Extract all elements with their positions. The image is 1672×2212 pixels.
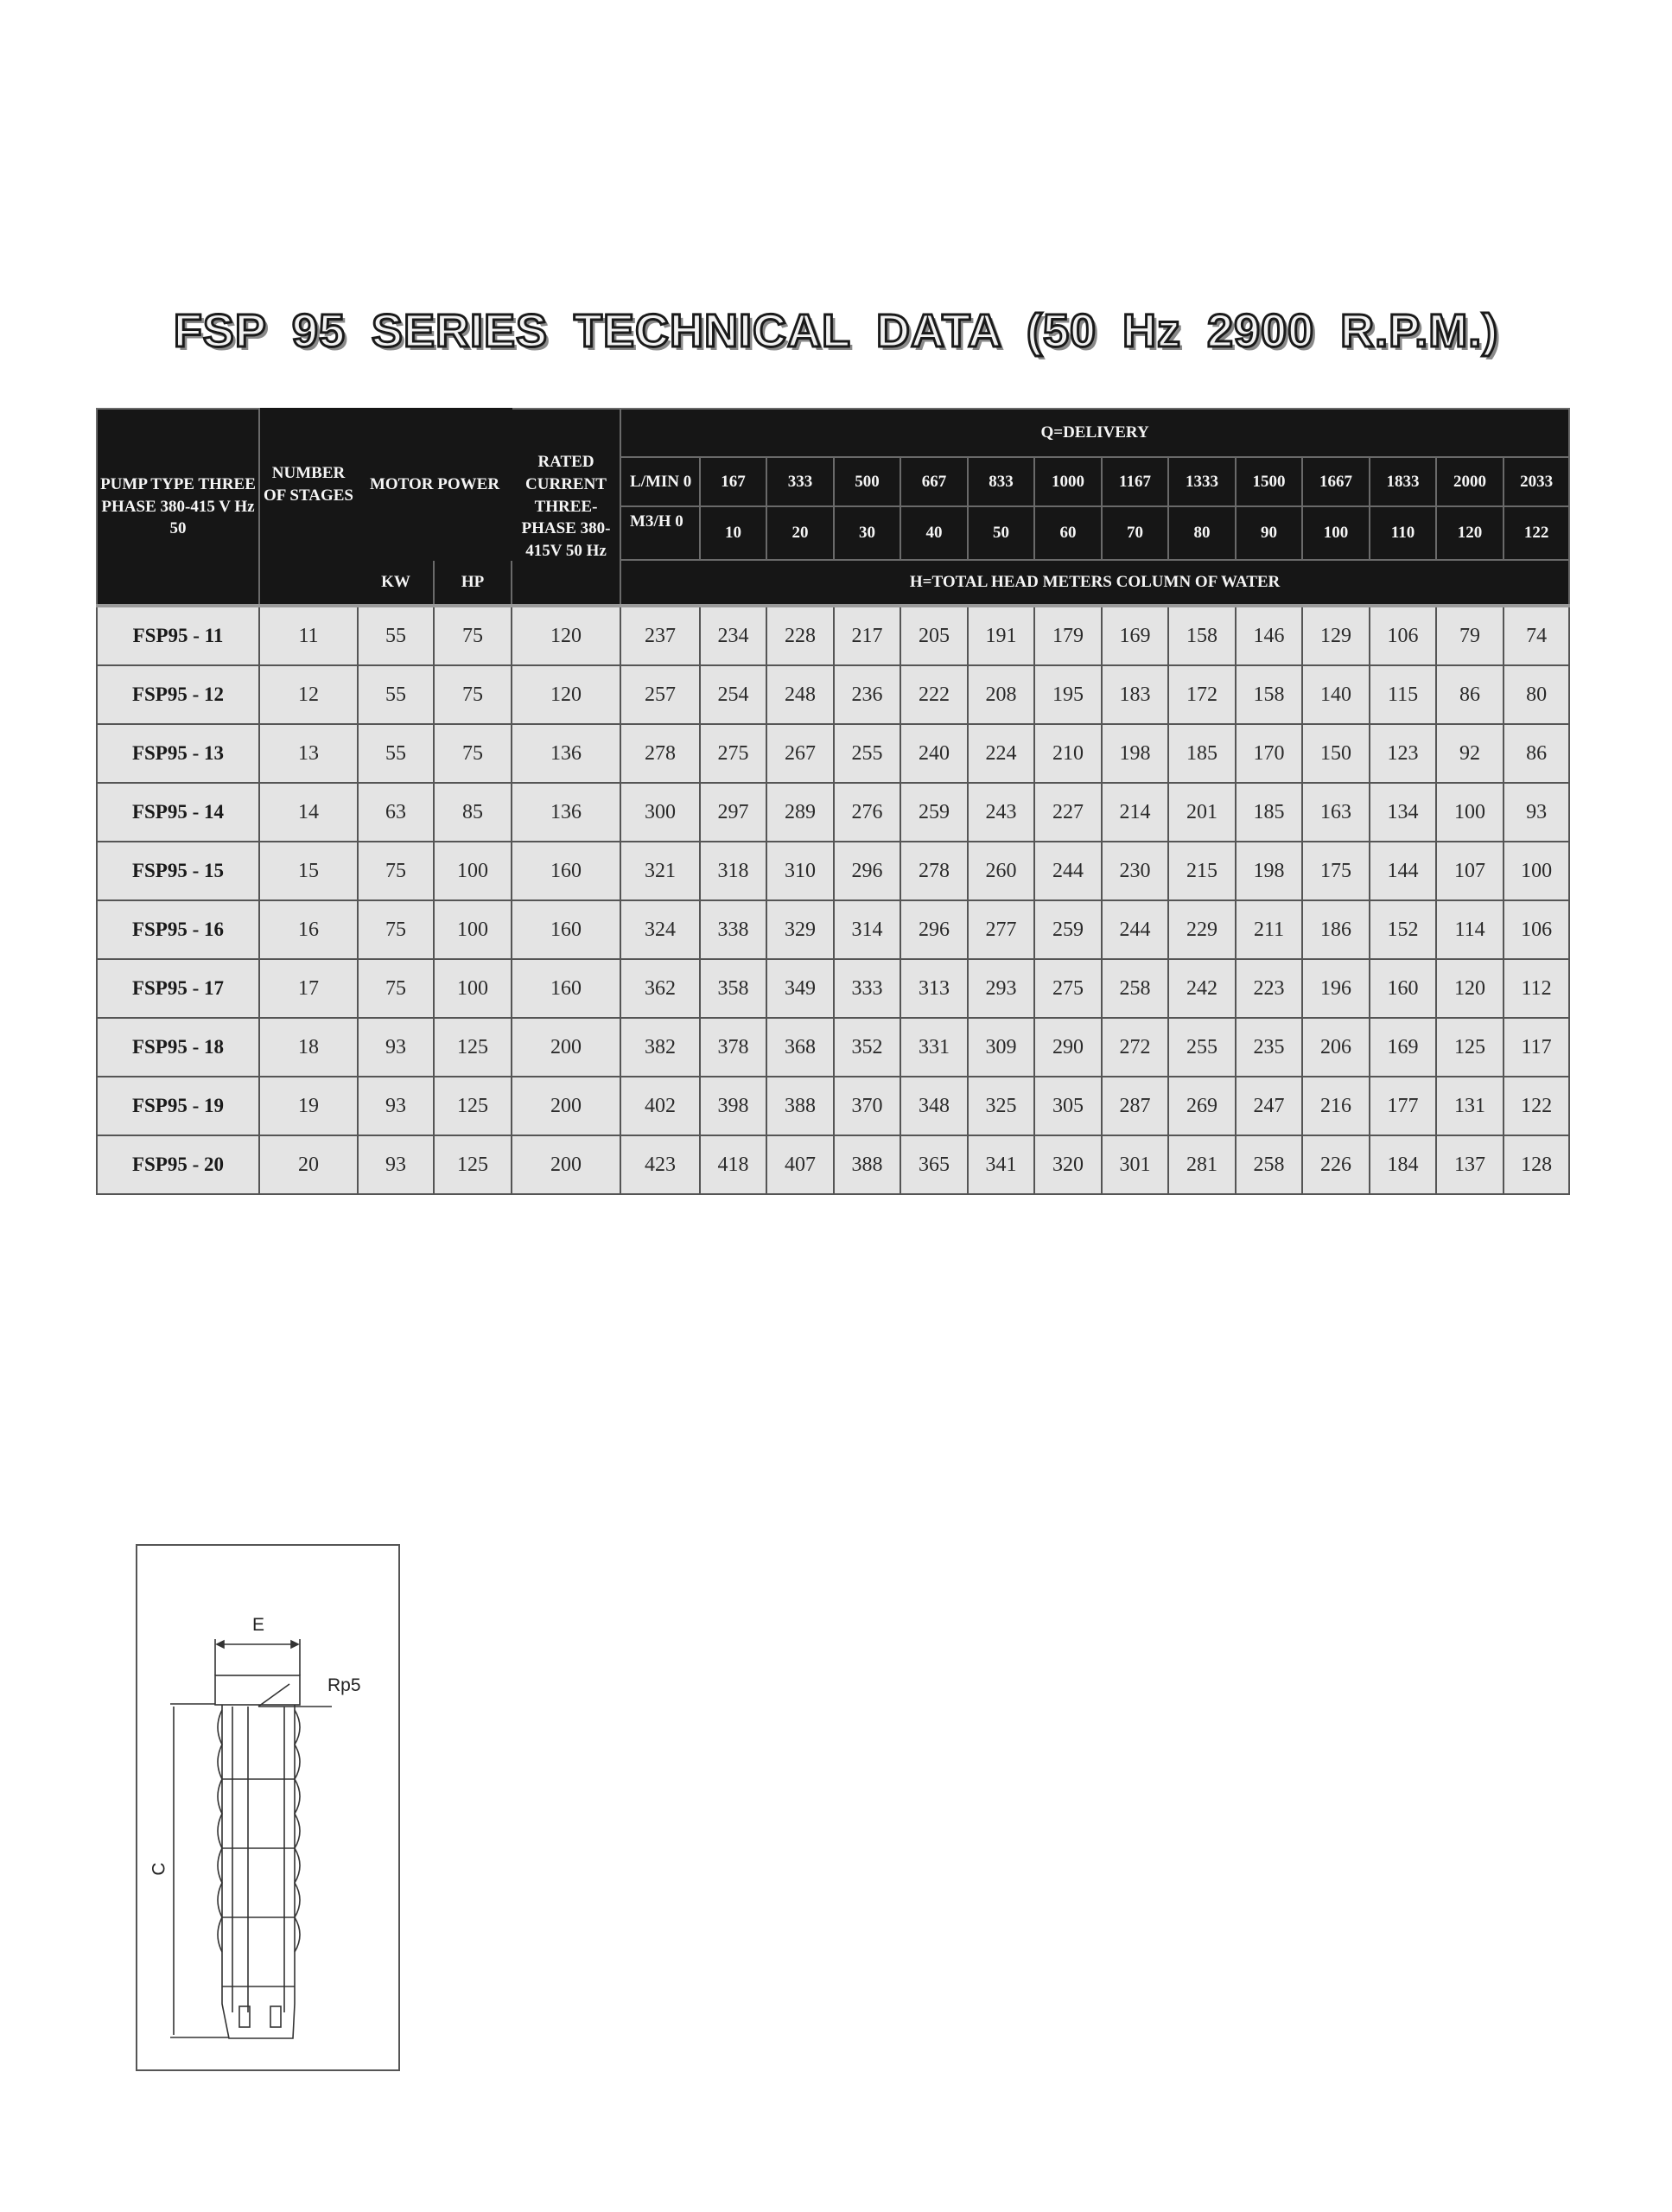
head-cell: 296 xyxy=(834,842,900,900)
head-cell: 228 xyxy=(766,606,834,665)
head-cell: 240 xyxy=(900,724,968,783)
pump-stage-bulges-right xyxy=(295,1710,300,1952)
head-cell: 272 xyxy=(1102,1018,1168,1077)
head-cell: 208 xyxy=(968,665,1034,724)
header-lmin-value: 1500 xyxy=(1236,457,1302,506)
head-cell: 234 xyxy=(700,606,766,665)
header-m3h-value: 10 xyxy=(700,506,766,560)
head-cell: 92 xyxy=(1436,724,1504,783)
header-motor-power: MOTOR POWER xyxy=(358,409,512,560)
header-delivery: Q=DELIVERY xyxy=(620,409,1569,457)
rated-current-cell: 200 xyxy=(512,1018,620,1077)
head-cell: 248 xyxy=(766,665,834,724)
head-cell: 169 xyxy=(1102,606,1168,665)
table-row xyxy=(97,724,1569,783)
head-cell: 242 xyxy=(1168,959,1236,1018)
header-m3h-value: 110 xyxy=(1370,506,1436,560)
head-cell: 201 xyxy=(1168,783,1236,842)
header-hp: HP xyxy=(434,560,512,606)
header-m3h-value: 100 xyxy=(1302,506,1370,560)
header-m3h-label: M3/H 0 xyxy=(620,506,700,560)
stages-cell: 20 xyxy=(259,1135,358,1194)
head-cell: 321 xyxy=(620,842,700,900)
head-cell: 243 xyxy=(968,783,1034,842)
head-cell: 86 xyxy=(1504,724,1569,783)
table-row xyxy=(97,783,1569,842)
page-title: FSP 95 SERIES TECHNICAL DATA (50 Hz 2900 R.P.M.) xyxy=(173,305,1499,357)
head-cell: 177 xyxy=(1370,1077,1436,1135)
hp-cell: 100 xyxy=(434,959,512,1018)
head-cell: 217 xyxy=(834,606,900,665)
head-cell: 278 xyxy=(620,724,700,783)
pump-dimension-drawing xyxy=(136,1544,400,2071)
head-cell: 214 xyxy=(1102,783,1168,842)
head-cell: 134 xyxy=(1370,783,1436,842)
head-cell: 244 xyxy=(1034,842,1102,900)
table-row xyxy=(97,842,1569,900)
head-cell: 352 xyxy=(834,1018,900,1077)
header-m3h-value: 120 xyxy=(1436,506,1504,560)
head-cell: 418 xyxy=(700,1135,766,1194)
head-cell: 348 xyxy=(900,1077,968,1135)
head-cell: 237 xyxy=(620,606,700,665)
rated-current-cell: 200 xyxy=(512,1135,620,1194)
head-cell: 402 xyxy=(620,1077,700,1135)
head-cell: 224 xyxy=(968,724,1034,783)
head-cell: 358 xyxy=(700,959,766,1018)
rated-current-cell: 120 xyxy=(512,665,620,724)
head-cell: 247 xyxy=(1236,1077,1302,1135)
head-cell: 290 xyxy=(1034,1018,1102,1077)
head-cell: 362 xyxy=(620,959,700,1018)
hp-cell: 125 xyxy=(434,1018,512,1077)
stages-cell: 12 xyxy=(259,665,358,724)
kw-cell: 75 xyxy=(358,842,434,900)
head-cell: 125 xyxy=(1436,1018,1504,1077)
head-cell: 222 xyxy=(900,665,968,724)
header-m3h-value: 40 xyxy=(900,506,968,560)
head-cell: 158 xyxy=(1168,606,1236,665)
head-cell: 259 xyxy=(900,783,968,842)
kw-cell: 93 xyxy=(358,1077,434,1135)
head-cell: 260 xyxy=(968,842,1034,900)
stages-cell: 11 xyxy=(259,606,358,665)
hp-cell: 100 xyxy=(434,842,512,900)
head-cell: 183 xyxy=(1102,665,1168,724)
header-total-head: H=TOTAL HEAD METERS COLUMN OF WATER xyxy=(620,560,1569,606)
technical-data-table xyxy=(96,408,1570,1195)
head-cell: 184 xyxy=(1370,1135,1436,1194)
hp-cell: 75 xyxy=(434,724,512,783)
head-cell: 195 xyxy=(1034,665,1102,724)
head-cell: 289 xyxy=(766,783,834,842)
header-lmin-value: 1333 xyxy=(1168,457,1236,506)
stages-cell: 15 xyxy=(259,842,358,900)
head-cell: 423 xyxy=(620,1135,700,1194)
head-cell: 349 xyxy=(766,959,834,1018)
head-cell: 158 xyxy=(1236,665,1302,724)
head-cell: 255 xyxy=(834,724,900,783)
head-cell: 160 xyxy=(1370,959,1436,1018)
pump-type-cell: FSP95 - 18 xyxy=(97,1018,259,1077)
table-row xyxy=(97,1018,1569,1077)
head-cell: 269 xyxy=(1168,1077,1236,1135)
head-cell: 341 xyxy=(968,1135,1034,1194)
head-cell: 275 xyxy=(700,724,766,783)
rated-current-cell: 136 xyxy=(512,783,620,842)
head-cell: 179 xyxy=(1034,606,1102,665)
head-cell: 191 xyxy=(968,606,1034,665)
head-cell: 324 xyxy=(620,900,700,959)
stages-cell: 19 xyxy=(259,1077,358,1135)
head-cell: 236 xyxy=(834,665,900,724)
header-lmin-value: 2033 xyxy=(1504,457,1569,506)
table-row xyxy=(97,900,1569,959)
header-lmin-value: 833 xyxy=(968,457,1034,506)
hp-cell: 85 xyxy=(434,783,512,842)
stages-cell: 18 xyxy=(259,1018,358,1077)
head-cell: 146 xyxy=(1236,606,1302,665)
head-cell: 370 xyxy=(834,1077,900,1135)
head-cell: 223 xyxy=(1236,959,1302,1018)
pump-type-cell: FSP95 - 14 xyxy=(97,783,259,842)
header-lmin-value: 167 xyxy=(700,457,766,506)
pump-type-cell: FSP95 - 12 xyxy=(97,665,259,724)
head-cell: 365 xyxy=(900,1135,968,1194)
pump-type-cell: FSP95 - 16 xyxy=(97,900,259,959)
header-lmin-value: 1667 xyxy=(1302,457,1370,506)
header-rated-current: RATED CURRENT THREE-PHASE 380-415V 50 Hz xyxy=(512,409,620,606)
head-cell: 305 xyxy=(1034,1077,1102,1135)
dim-e-arrow-left xyxy=(217,1641,224,1648)
head-cell: 296 xyxy=(900,900,968,959)
head-cell: 131 xyxy=(1436,1077,1504,1135)
head-cell: 211 xyxy=(1236,900,1302,959)
table-row xyxy=(97,1135,1569,1194)
pump-type-cell: FSP95 - 20 xyxy=(97,1135,259,1194)
head-cell: 338 xyxy=(700,900,766,959)
hp-cell: 75 xyxy=(434,606,512,665)
stages-cell: 14 xyxy=(259,783,358,842)
head-cell: 318 xyxy=(700,842,766,900)
head-cell: 407 xyxy=(766,1135,834,1194)
head-cell: 185 xyxy=(1168,724,1236,783)
head-cell: 258 xyxy=(1236,1135,1302,1194)
head-cell: 320 xyxy=(1034,1135,1102,1194)
hp-cell: 100 xyxy=(434,900,512,959)
rated-current-cell: 120 xyxy=(512,606,620,665)
stages-cell: 17 xyxy=(259,959,358,1018)
head-cell: 107 xyxy=(1436,842,1504,900)
kw-cell: 55 xyxy=(358,606,434,665)
head-cell: 255 xyxy=(1168,1018,1236,1077)
table-row xyxy=(97,665,1569,724)
rp-leader-diagonal xyxy=(258,1684,289,1707)
pump-head xyxy=(215,1675,300,1705)
head-cell: 227 xyxy=(1034,783,1102,842)
hp-cell: 125 xyxy=(434,1077,512,1135)
head-cell: 331 xyxy=(900,1018,968,1077)
header-m3h-value: 50 xyxy=(968,506,1034,560)
head-cell: 172 xyxy=(1168,665,1236,724)
header-m3h-value: 90 xyxy=(1236,506,1302,560)
pump-type-cell: FSP95 - 13 xyxy=(97,724,259,783)
head-cell: 128 xyxy=(1504,1135,1569,1194)
header-m3h-value: 70 xyxy=(1102,506,1168,560)
head-cell: 278 xyxy=(900,842,968,900)
head-cell: 137 xyxy=(1436,1135,1504,1194)
rated-current-cell: 160 xyxy=(512,900,620,959)
head-cell: 259 xyxy=(1034,900,1102,959)
head-cell: 114 xyxy=(1436,900,1504,959)
head-cell: 169 xyxy=(1370,1018,1436,1077)
head-cell: 86 xyxy=(1436,665,1504,724)
head-cell: 216 xyxy=(1302,1077,1370,1135)
head-cell: 129 xyxy=(1302,606,1370,665)
table-row xyxy=(97,959,1569,1018)
head-cell: 329 xyxy=(766,900,834,959)
head-cell: 198 xyxy=(1236,842,1302,900)
head-cell: 310 xyxy=(766,842,834,900)
kw-cell: 75 xyxy=(358,900,434,959)
header-m3h-value: 20 xyxy=(766,506,834,560)
header-m3h-value: 60 xyxy=(1034,506,1102,560)
header-kw: KW xyxy=(358,560,434,606)
head-cell: 230 xyxy=(1102,842,1168,900)
head-cell: 257 xyxy=(620,665,700,724)
pump-type-cell: FSP95 - 11 xyxy=(97,606,259,665)
head-cell: 123 xyxy=(1370,724,1436,783)
head-cell: 150 xyxy=(1302,724,1370,783)
head-cell: 297 xyxy=(700,783,766,842)
inlet-slot-right xyxy=(270,2006,281,2027)
kw-cell: 63 xyxy=(358,783,434,842)
head-cell: 100 xyxy=(1504,842,1569,900)
header-m3h-value: 122 xyxy=(1504,506,1569,560)
kw-cell: 93 xyxy=(358,1018,434,1077)
head-cell: 293 xyxy=(968,959,1034,1018)
head-cell: 258 xyxy=(1102,959,1168,1018)
pump-type-cell: FSP95 - 15 xyxy=(97,842,259,900)
head-cell: 314 xyxy=(834,900,900,959)
dim-e-label: E xyxy=(252,1615,265,1635)
head-cell: 144 xyxy=(1370,842,1436,900)
dim-c-label: C xyxy=(149,1862,169,1876)
head-cell: 229 xyxy=(1168,900,1236,959)
header-lmin-value: 1000 xyxy=(1034,457,1102,506)
stages-cell: 16 xyxy=(259,900,358,959)
header-m3h-value: 30 xyxy=(834,506,900,560)
head-cell: 196 xyxy=(1302,959,1370,1018)
rated-current-cell: 160 xyxy=(512,842,620,900)
head-cell: 275 xyxy=(1034,959,1102,1018)
head-cell: 313 xyxy=(900,959,968,1018)
head-cell: 287 xyxy=(1102,1077,1168,1135)
head-cell: 185 xyxy=(1236,783,1302,842)
head-cell: 300 xyxy=(620,783,700,842)
rated-current-cell: 136 xyxy=(512,724,620,783)
head-cell: 309 xyxy=(968,1018,1034,1077)
rated-current-cell: 160 xyxy=(512,959,620,1018)
head-cell: 205 xyxy=(900,606,968,665)
header-stages: NUMBER OF STAGES xyxy=(259,409,358,560)
head-cell: 254 xyxy=(700,665,766,724)
head-cell: 276 xyxy=(834,783,900,842)
head-cell: 152 xyxy=(1370,900,1436,959)
head-cell: 100 xyxy=(1436,783,1504,842)
hp-cell: 125 xyxy=(434,1135,512,1194)
head-cell: 120 xyxy=(1436,959,1504,1018)
head-cell: 198 xyxy=(1102,724,1168,783)
kw-cell: 93 xyxy=(358,1135,434,1194)
dim-e-arrow-right xyxy=(291,1641,298,1648)
table-row xyxy=(97,606,1569,665)
head-cell: 106 xyxy=(1370,606,1436,665)
header-m3h-value: 80 xyxy=(1168,506,1236,560)
pump-type-cell: FSP95 - 19 xyxy=(97,1077,259,1135)
head-cell: 281 xyxy=(1168,1135,1236,1194)
kw-cell: 75 xyxy=(358,959,434,1018)
table-row xyxy=(97,1077,1569,1135)
head-cell: 117 xyxy=(1504,1018,1569,1077)
head-cell: 112 xyxy=(1504,959,1569,1018)
header-lmin-value: 1167 xyxy=(1102,457,1168,506)
header-lmin-label: L/MIN 0 xyxy=(620,457,700,506)
head-cell: 163 xyxy=(1302,783,1370,842)
hp-cell: 75 xyxy=(434,665,512,724)
head-cell: 226 xyxy=(1302,1135,1370,1194)
header-lmin-value: 2000 xyxy=(1436,457,1504,506)
header-lmin-value: 1833 xyxy=(1370,457,1436,506)
header-lmin-value: 500 xyxy=(834,457,900,506)
head-cell: 210 xyxy=(1034,724,1102,783)
head-cell: 368 xyxy=(766,1018,834,1077)
head-cell: 80 xyxy=(1504,665,1569,724)
head-cell: 93 xyxy=(1504,783,1569,842)
header-stages-blank xyxy=(259,560,358,606)
head-cell: 215 xyxy=(1168,842,1236,900)
head-cell: 398 xyxy=(700,1077,766,1135)
header-pump-type: PUMP TYPE THREE PHASE 380-415 V Hz 50 xyxy=(97,409,259,606)
dim-rp-label: Rp5 xyxy=(327,1675,361,1695)
head-cell: 382 xyxy=(620,1018,700,1077)
head-cell: 106 xyxy=(1504,900,1569,959)
head-cell: 277 xyxy=(968,900,1034,959)
head-cell: 140 xyxy=(1302,665,1370,724)
head-cell: 175 xyxy=(1302,842,1370,900)
table-body xyxy=(97,606,1569,1194)
head-cell: 206 xyxy=(1302,1018,1370,1077)
head-cell: 301 xyxy=(1102,1135,1168,1194)
head-cell: 122 xyxy=(1504,1077,1569,1135)
head-cell: 235 xyxy=(1236,1018,1302,1077)
header-lmin-value: 333 xyxy=(766,457,834,506)
rated-current-cell: 200 xyxy=(512,1077,620,1135)
stages-cell: 13 xyxy=(259,724,358,783)
head-cell: 244 xyxy=(1102,900,1168,959)
head-cell: 186 xyxy=(1302,900,1370,959)
pump-type-cell: FSP95 - 17 xyxy=(97,959,259,1018)
head-cell: 388 xyxy=(834,1135,900,1194)
head-cell: 79 xyxy=(1436,606,1504,665)
head-cell: 378 xyxy=(700,1018,766,1077)
kw-cell: 55 xyxy=(358,665,434,724)
header-lmin-value: 667 xyxy=(900,457,968,506)
head-cell: 388 xyxy=(766,1077,834,1135)
head-cell: 115 xyxy=(1370,665,1436,724)
head-cell: 267 xyxy=(766,724,834,783)
head-cell: 325 xyxy=(968,1077,1034,1135)
kw-cell: 55 xyxy=(358,724,434,783)
head-cell: 333 xyxy=(834,959,900,1018)
pump-outline-svg xyxy=(137,1546,402,2073)
head-cell: 74 xyxy=(1504,606,1569,665)
head-cell: 170 xyxy=(1236,724,1302,783)
